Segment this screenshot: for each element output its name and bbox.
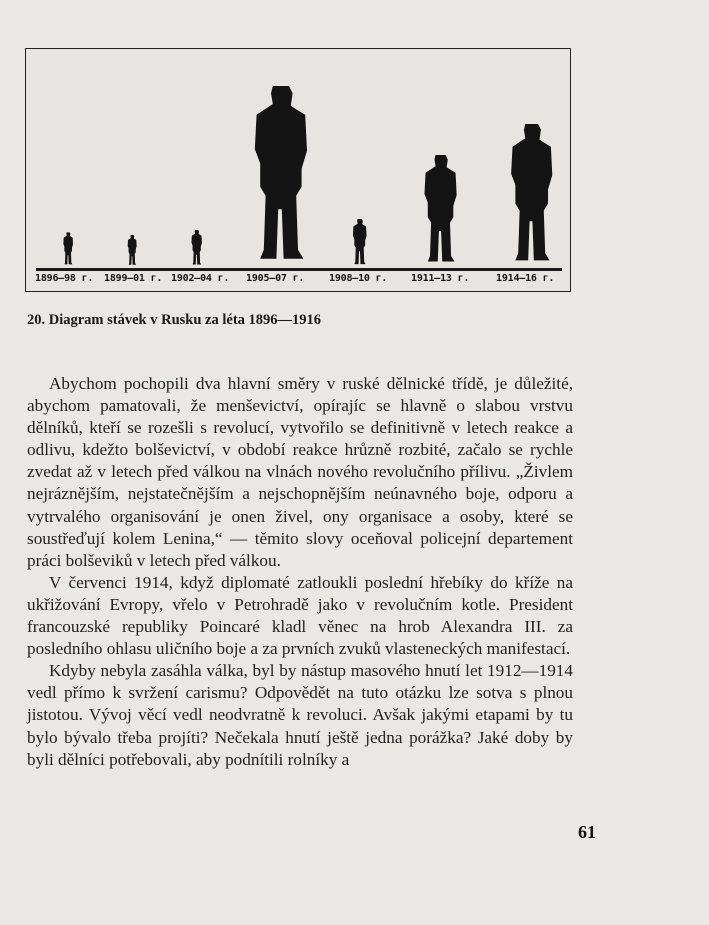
period-label: 1905—07 г. xyxy=(246,273,305,284)
period-label: 1914—16 г. xyxy=(496,273,555,284)
period-label: 1908—10 г. xyxy=(329,273,388,284)
period-label: 1899—01 г. xyxy=(104,273,163,284)
page-number: 61 xyxy=(578,822,596,842)
worker-silhouette-icon xyxy=(506,124,556,266)
worker-silhouette-icon xyxy=(250,86,310,266)
paragraph: Abychom pochopili dva hlavní směry v ruské dělnické třídě, je důležité, abychom pamatovali, že menševictví, opírajíc se hlavně o slabou vrstvu dělníků, kteří se rozešli s revolucí, vytvořilo se definitivně v letech reakce a odlivu, kdežto bolševictví, v období reakce hrůzně rozbité, začalo se rychle zvedat až v letech před válkou na vlnách nového revolučního přílivu. „Živlem nejráznějším, nejstatečnějším a nejschopnějším neúnavného boje, odporu a vytrvalého organisování je onen živel, ony organisace a osoby, které se soustřeďují kolem Lenina,“ — těmito slovy oceňoval policejní departement práci bolševiků v letech před válkou. xyxy=(27,374,573,570)
worker-silhouette-icon xyxy=(191,230,202,266)
worker-silhouette-icon xyxy=(63,232,73,266)
worker-silhouette-icon xyxy=(127,235,137,266)
period-label: 1902—04 г. xyxy=(171,273,230,284)
period-label: 1911—13 г. xyxy=(411,273,470,284)
paragraph: V červenci 1914, když diplomaté zatloukli poslední hřebíky do kříže na ukřižování Evropy, vřelo v Petrohradě jako v revolučním kotle. President francouzské republiky Poincaré kladl věnec na hrob Alexandra III. za posledního ohlasu uličního boje a za prvních zvuků vlasteneckých manifestací. xyxy=(27,572,573,659)
period-label: 1896—98 г. xyxy=(35,273,94,284)
paragraph: Kdyby nebyla zasáhla válka, byl by nástup masového hnutí let 1912—1914 vedl přímo k svržení carismu? Odpovědět na tuto otázku lze sotva s plnou jistotou. Vývoj věcí vedl neodvratně k revoluci. Avšak jakými etapami by tu bylo bývalo třeba projíti? Nečekala hnutí ještě jedna porážka? Jaké doby by byli dělníci potřebovali, aby podnítili rolníky a xyxy=(27,661,573,769)
strike-diagram-figure xyxy=(25,48,571,292)
figure-caption: 20. Diagram stávek v Rusku za léta 1896—1916 xyxy=(27,312,322,328)
worker-silhouette-icon xyxy=(352,219,367,266)
diagram-baseline xyxy=(36,268,562,271)
worker-silhouette-icon xyxy=(421,155,459,266)
body-text xyxy=(27,373,573,771)
